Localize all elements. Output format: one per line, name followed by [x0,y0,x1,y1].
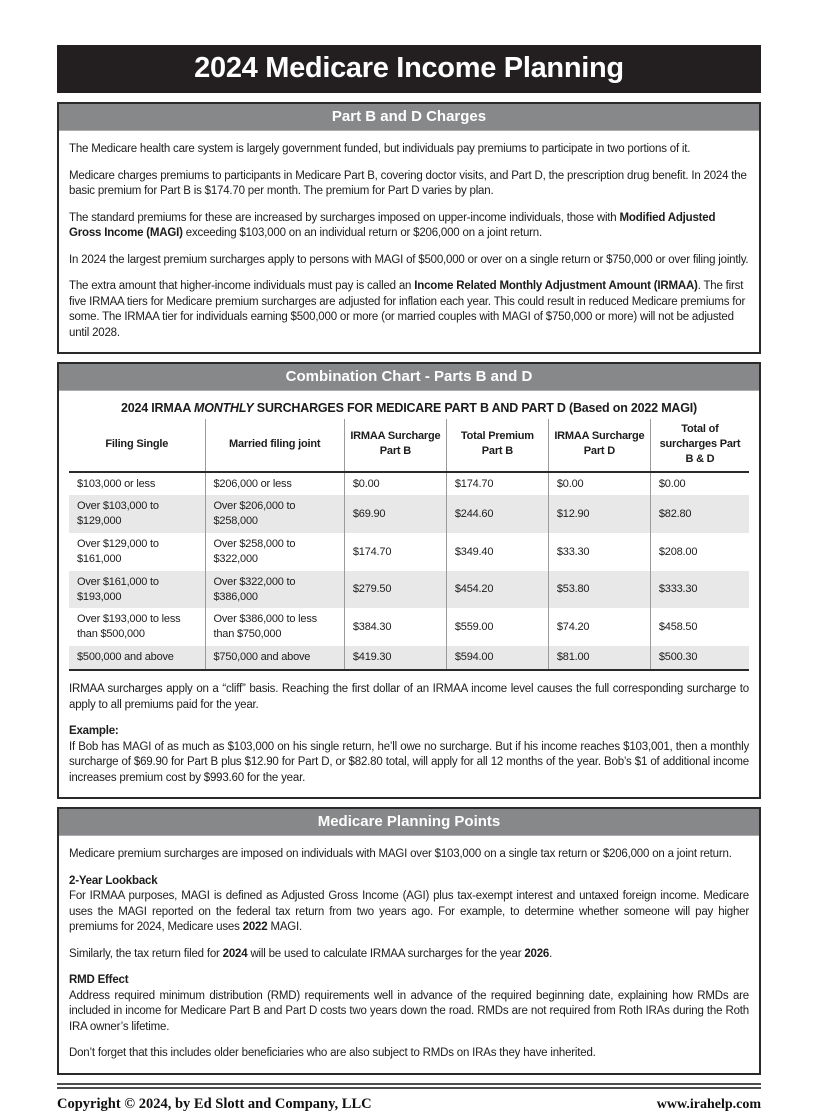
table-cell: $208.00 [650,533,749,571]
paragraph-text: The extra amount that higher-income individuals must pay is called an [69,280,415,293]
table-cell: $750,000 and above [205,646,344,670]
table-cell: $419.30 [344,646,446,670]
table-cell: $384.30 [344,608,446,646]
paragraph-text: . The first five IRMAA tiers for Medicare premium surcharges are adjusted for inflation each year. This could result in reduced Medicare premiums for some. The IRMAA tier for individuals earning $500,000 or more (or married couples with MAGI of $750,000 or more) will not be adjusted until 2028. [69,280,746,339]
table-cell: Over $258,000 to $322,000 [205,533,344,571]
table-cell: $174.70 [344,533,446,571]
paragraph: Medicare charges premiums to participants in Medicare Part B, covering doctor visits, and Part D, the prescription drug benefit. In 2024 the basic premium for Part B is $174.70 per month. The premium for Part D varies by plan. [69,169,747,198]
lookback-paragraph [69,874,749,936]
example-paragraph [69,724,749,786]
table-row [69,533,749,571]
table-cell: $103,000 or less [77,477,156,490]
irmaa-table-body [69,472,749,670]
paragraph [69,279,749,341]
copyright-text: Copyright © 2024, by Ed Slott and Company, LLC [57,1095,372,1112]
table-cell: $53.80 [548,571,650,609]
rmd-paragraph [69,973,749,1035]
table-column-header: IRMAA Surcharge Part D [548,419,650,472]
table-column-header: Married filing joint [205,419,344,472]
table-row [69,495,749,533]
table-cell: $244.60 [446,495,548,533]
table-cell: $33.30 [548,533,650,571]
table-cell: Over $129,000 to $161,000 [77,538,159,565]
table-cell: Over $386,000 to less than $750,000 [205,608,344,646]
table-cell: Over $206,000 to $258,000 [205,495,344,533]
table-cell: $500,000 and above [77,651,174,664]
table-column-header: IRMAA Surcharge Part B [344,419,446,472]
paragraph [69,211,749,242]
section-planning-points [57,807,761,1075]
year-2026-bold: 2026 [524,947,550,960]
section-header-part-b-d: Part B and D Charges [59,104,759,131]
table-row [69,646,749,670]
table-cell: $0.00 [548,472,650,496]
table-cell: $81.00 [548,646,650,670]
irmaa-table-title [69,400,749,417]
table-cell: $74.20 [548,608,650,646]
table-title-text: 2024 IRMAA [120,401,195,416]
section-combination-chart [57,362,761,799]
paragraph-text: will be used to calculate IRMAA surcharges for the year [247,947,525,960]
rmd-body: Address required minimum distribution (RMD) requirements well in advance of the required beginning date, explaining how RMDs are included in income for Medicare Part B and Part D costs two years down the road. RMDs are not required from Roth IRAs during the Roth IRA owner’s lifetime. [69,989,749,1033]
paragraph-text: exceeding $103,000 on an individual return or $206,000 on a joint return. [182,227,543,240]
lookback-heading: 2-Year Lookback [69,874,158,887]
paragraph: The Medicare health care system is largely government funded, but individuals pay premiums to participate in two portions of it. [69,143,691,155]
page-footer [57,1083,761,1113]
table-cell: $174.70 [446,472,548,496]
table-cell: $500.30 [650,646,749,670]
table-title-monthly: MONTHLY [194,401,254,416]
section-header-planning-points: Medicare Planning Points [59,809,759,836]
table-header-row [69,419,749,472]
table-column-header: Filing Single [69,419,205,472]
rmd-note-paragraph: Don’t forget that this includes older beneficiaries who are also subject to RMDs on IRAs they have inherited. [69,1047,596,1060]
table-cell: $454.20 [446,571,548,609]
table-cell: $12.90 [548,495,650,533]
table-cell: $82.80 [650,495,749,533]
paragraph-text: MAGI. [267,921,303,934]
section-body-part-b-d [59,142,759,352]
irmaa-surcharge-table [69,419,749,671]
table-cell: Over $322,000 to $386,000 [205,571,344,609]
example-label: Example: [69,725,119,738]
table-title-text: SURCHARGES FOR MEDICARE PART B AND PART D (Based on 2022 MAGI) [253,401,697,416]
similarly-paragraph [69,947,749,963]
table-cell: $458.50 [650,608,749,646]
irmaa-bold-term: Income Related Monthly Adjustment Amount (IRMAA) [414,280,698,293]
table-cell: Over $193,000 to less than $500,000 [77,613,181,641]
page-title: 2024 Medicare Income Planning [57,45,761,93]
website-link[interactable]: www.irahelp.com [656,1096,761,1112]
section-part-b-d-charges [57,102,761,354]
section-body-combination-chart [59,400,759,797]
table-cell: $279.50 [344,571,446,609]
table-cell: $0.00 [344,472,446,496]
table-cell: Over $161,000 to $193,000 [77,575,159,603]
magi-bold-term: Modified Adjusted Gross Income (MAGI) [69,211,716,240]
table-cell: Over $103,000 to $129,000 [77,500,159,528]
rmd-heading: RMD Effect [69,974,129,987]
cliff-note-paragraph: IRMAA surcharges apply on a “cliff” basis. Reaching the first dollar of an IRMAA income level causes the full corresponding surcharge to apply to all premiums paid for the year. [69,683,749,711]
document-page [57,0,761,1113]
table-column-header: Total of surcharges Part B & D [650,419,749,472]
table-row [69,472,749,496]
year-2024-bold: 2024 [222,947,248,960]
paragraph: In 2024 the largest premium surcharges apply to persons with MAGI of $500,000 or over on a single return or $750,000 or over filing jointly. [69,253,749,266]
table-cell: $333.30 [650,571,749,609]
year-2022-bold: 2022 [242,921,268,934]
paragraph-text: The standard premiums for these are increased by surcharges imposed on upper-income individuals, those with [69,211,620,224]
table-cell: $69.90 [344,495,446,533]
section-header-combination-chart: Combination Chart - Parts B and D [59,364,759,391]
table-cell: $559.00 [446,608,548,646]
paragraph-text: For IRMAA purposes, MAGI is defined as Adjusted Gross Income (AGI) plus tax-exempt interest and untaxed foreign income. Medicare uses the MAGI reported on the federal tax return from two years ago. For example, to determine whether someone will pay higher premiums for 2024, Medicare uses [69,890,749,934]
table-row [69,608,749,646]
table-cell: $349.40 [446,533,548,571]
table-column-header: Total Premium Part B [446,419,548,472]
footer-double-rule [57,1083,761,1089]
table-cell: $0.00 [650,472,749,496]
paragraph-text: . [549,947,553,960]
table-cell: $206,000 or less [205,472,344,496]
table-row [69,571,749,609]
section-body-planning-points [59,847,759,1073]
paragraph: Medicare premium surcharges are imposed on individuals with MAGI over $103,000 on a single tax return or $206,000 on a joint return. [69,848,732,861]
example-body: If Bob has MAGI of as much as $103,000 on his single return, he’ll owe no surcharge. But if his income reaches $103,001, then a monthly surcharge of $69.90 for Part B plus $12.90 for Part D, or $82.80 total, will apply for all 12 months of the year. Bob’s $1 of additional income increases premium cost by $993.60 for the year. [69,740,749,784]
table-cell: $594.00 [446,646,548,670]
paragraph-text: Similarly, the tax return filed for [69,947,223,960]
